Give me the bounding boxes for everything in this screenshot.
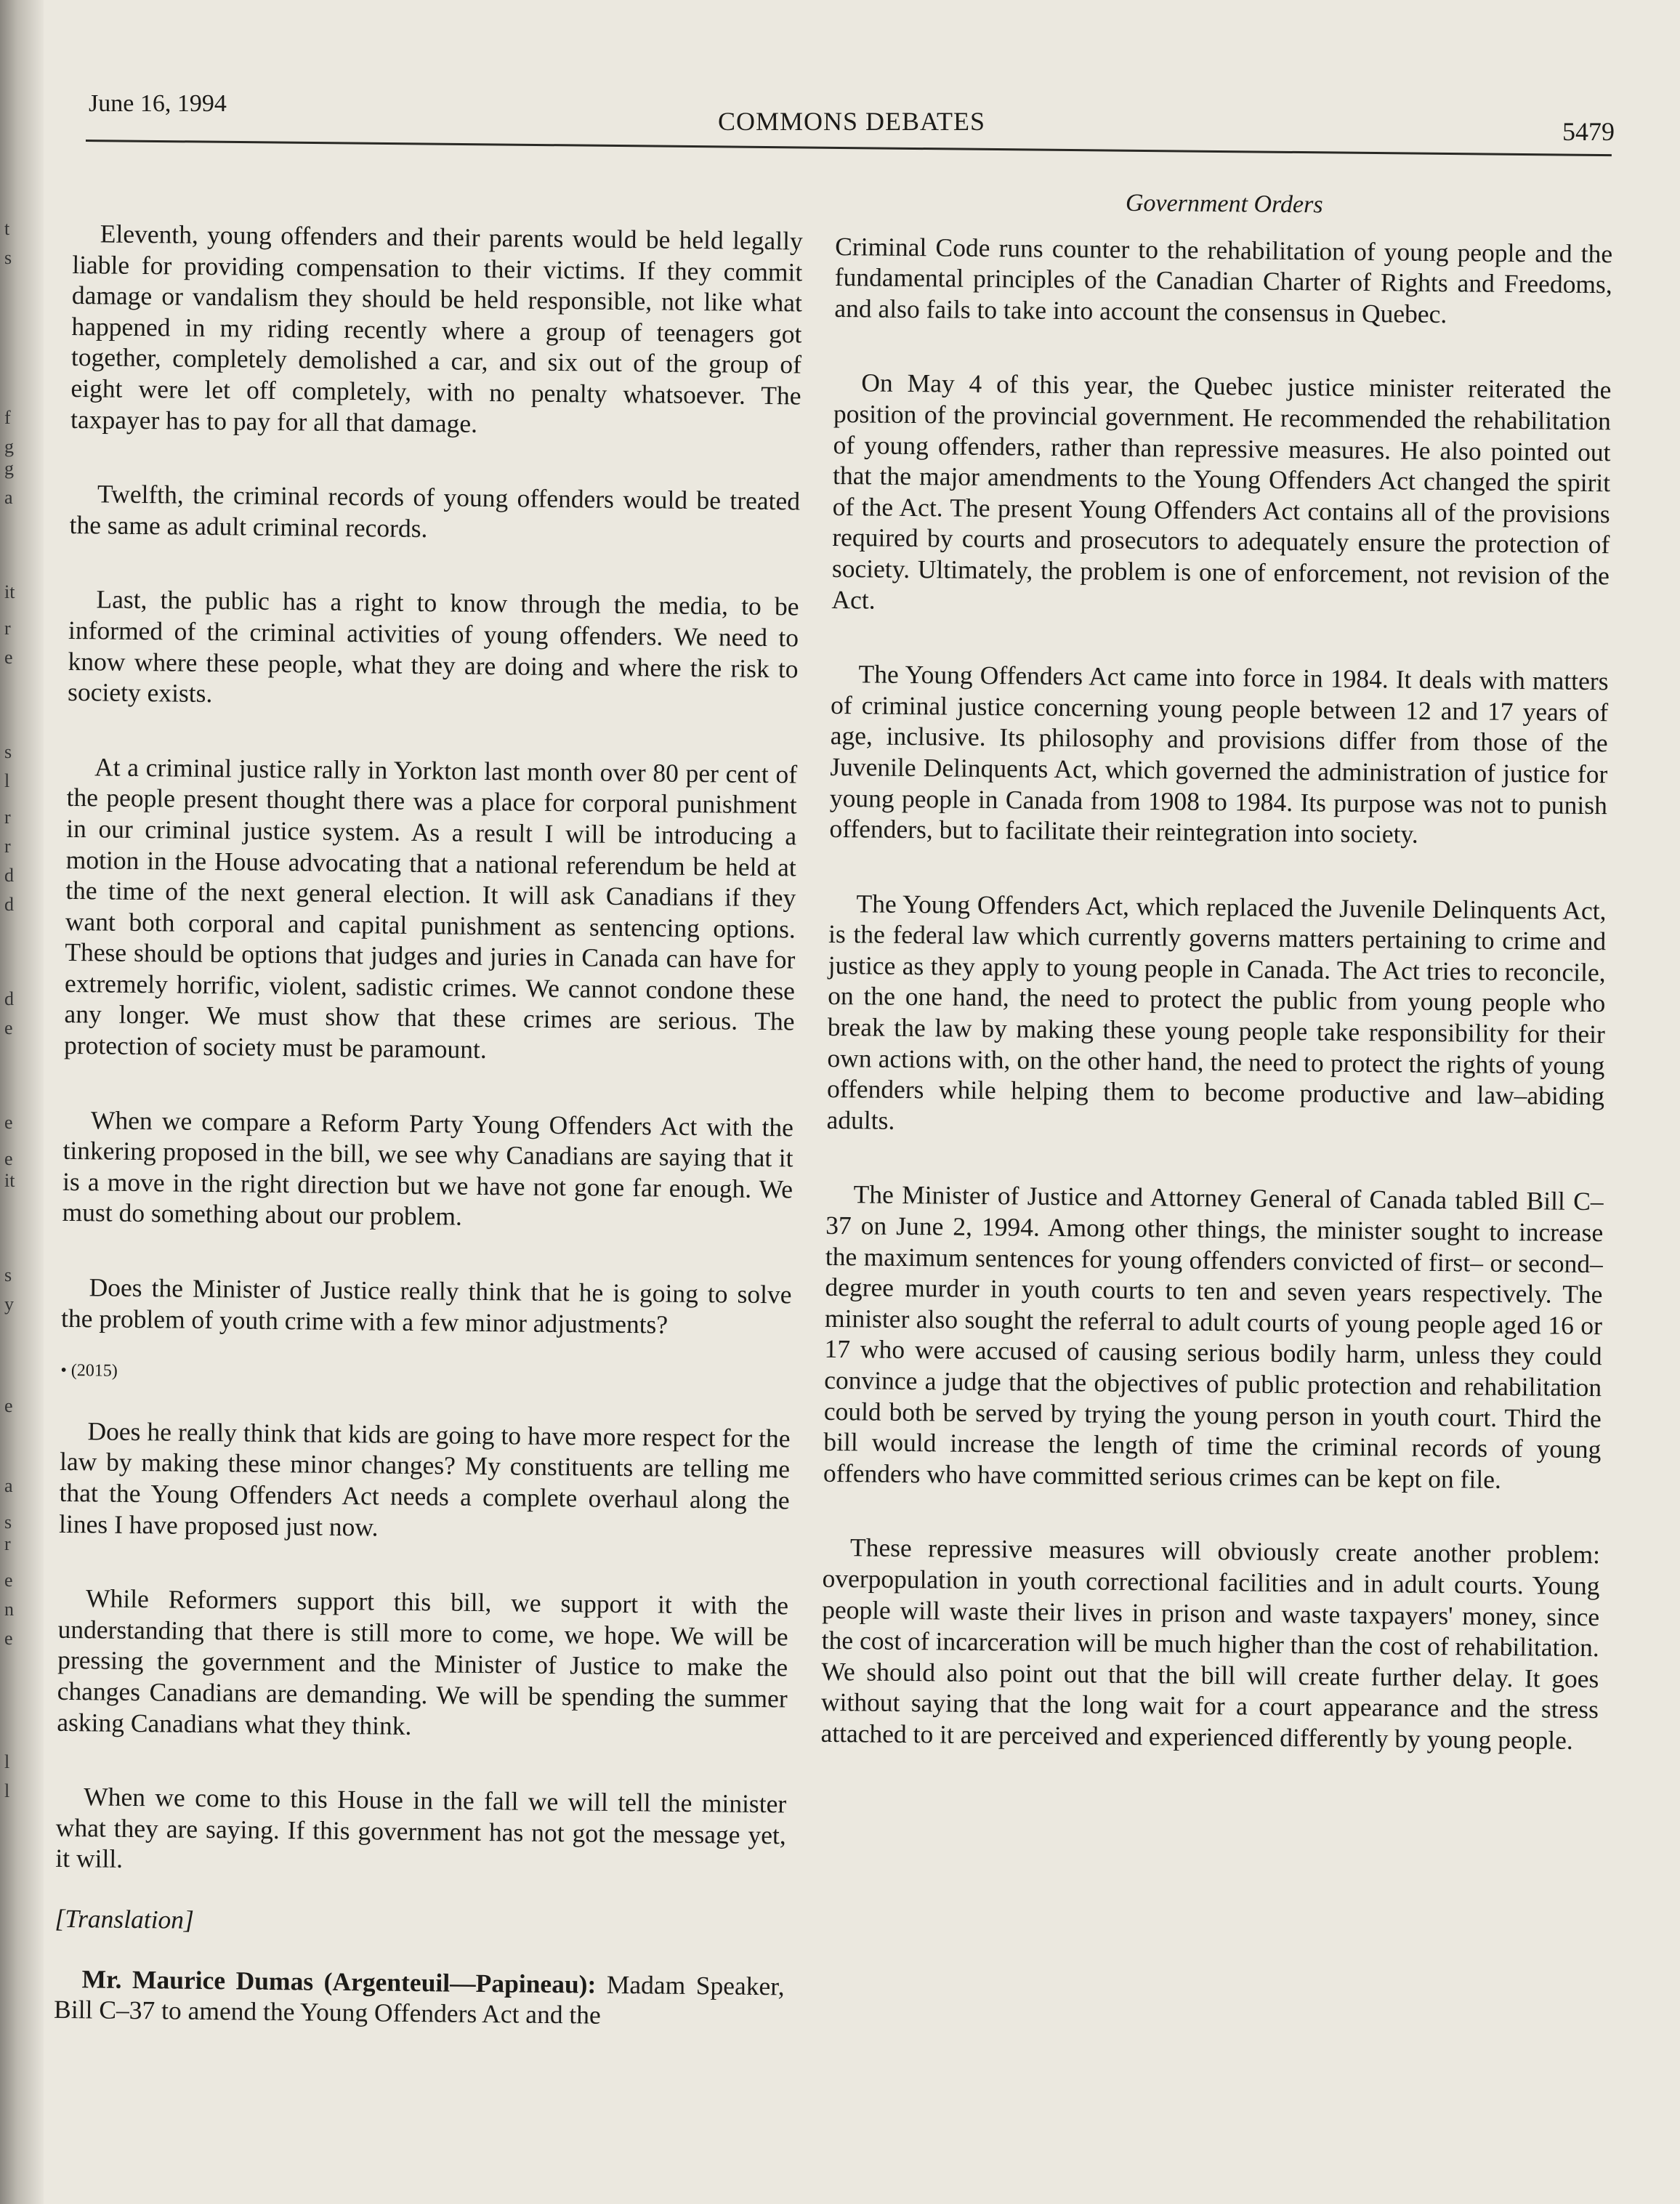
paragraph: These repressive measures will obviously create another problem: overpopulation in youth correctional facilities and in adult courts. Young people will waste their lives in prison and waste taxpayers' money, since the cost of incarceration will be much higher than the cost of rehabilitation. We should also point out that the bill will create further delay. It goes without saying that the long wait for a court appearance and the stress attached to it are perceived and experienced differently by young people. xyxy=(820,1533,1601,1755)
margin-fragment: g xyxy=(4,436,14,457)
margin-fragment: l xyxy=(4,1751,10,1772)
margin-fragment: a xyxy=(4,1475,13,1496)
paragraph: The Young Offenders Act came into force in 1984. It deals with matters of criminal justice concerning young people between 12 and 17 years of age, inclusive. Its philosophy and provisions differ from those of the Juvenile Delinquents Act, which governed the administration of justice for young people in Canada from 1908 to 1984. Its purpose was not to punish offenders, but to facilitate their reintegration into society. xyxy=(829,659,1609,849)
header-title: COMMONS DEBATES xyxy=(717,107,986,136)
margin-fragment: r xyxy=(4,836,11,857)
margin-fragment: s xyxy=(4,1511,12,1533)
speaker-text: Madam Speaker, Bill C–37 to amend the Young Offenders Act and the xyxy=(53,1969,785,2030)
speaker-name: Mr. Maurice Dumas (Argenteuil—Papineau): xyxy=(81,1963,597,1999)
right-column xyxy=(820,185,1613,1800)
margin-fragment: e xyxy=(4,1148,13,1169)
margin-fragment: e xyxy=(4,1570,13,1591)
margin-fragment: r xyxy=(4,618,11,639)
margin-fragment: it xyxy=(4,581,15,602)
margin-fragment: d xyxy=(4,894,14,915)
paragraph: Does the Minister of Justice really think that he is going to solve the problem of youth crime with a few minor adjustments? xyxy=(60,1272,792,1339)
margin-fragment: d xyxy=(4,988,14,1009)
margin-fragment: e xyxy=(4,647,13,668)
margin-fragment: s xyxy=(4,741,12,762)
paragraph: When we come to this House in the fall we will tell the minister what they are saying. If this government has not got the message yet, it will. xyxy=(55,1782,787,1874)
paragraph: At a criminal justice rally in Yorkton last month over 80 per cent of the people present thought there was a place for corporal punishment in our criminal justice system. As a result I will be introducing a motion in the House advocating that a national referendum be held at the time of the next general election. It will ask Canadians if they want both corporal and capital punishment as sentencing options. These should be options that judges and juries in Canada can have for extremely horrific, violent, sadistic crimes. We cannot condone these any longer. We must show that these crimes are serious. The protection of society must be paramount. xyxy=(63,752,798,1065)
margin-fragment: r xyxy=(4,1533,11,1554)
margin-fragment: a xyxy=(4,487,13,508)
paragraph: Twelfth, the criminal records of young offenders would be treated the same as adult criminal records. xyxy=(69,479,801,543)
margin-fragment: it xyxy=(4,1170,15,1191)
margin-fragment: s xyxy=(4,247,12,268)
margin-fragment: y xyxy=(4,1293,14,1315)
margin-fragment: f xyxy=(4,407,11,428)
paragraph: The Young Offenders Act, which replaced the Juvenile Delinquents Act, is the federal law which currently governs matters pertaining to crime and justice as they apply to young people in Canada. The Act tries to reconcile, on the one hand, the need to protect the public from young people who break the law by making these young people take responsibility for their own actions with, on the other hand, the need to protect the rights of young offenders while helping them to become productive and law–abiding adults. xyxy=(826,889,1607,1135)
translation-label: [Translation] xyxy=(54,1903,195,1934)
paragraph: On May 4 of this year, the Quebec justice minister reiterated the position of the provincial government. He recommended the rehabilitation of young offenders, rather than repressive measures. He also pointed out that the major amendments to the Young Offenders Act changed the spirit of the Act. The present Young Offenders Act contains all of the provisions required by courts and prosecutors to adequately ensure the protection of society. Ultimately, the problem is one of enforcement, not revision of the Act. xyxy=(831,368,1612,615)
margin-fragment: e xyxy=(4,1017,13,1038)
margin-fragment: g xyxy=(4,458,14,479)
margin-fragment: r xyxy=(4,807,11,828)
margin-fragment: l xyxy=(4,770,10,791)
paragraph: Last, the public has a right to know through the media, to be informed of the criminal activities of young offenders. We need to know where these people, what they are doing and where the risk to society exists. xyxy=(67,584,799,709)
margin-fragment: n xyxy=(4,1599,14,1620)
paragraph: Criminal Code runs counter to the rehabilitation of young people and the fundamental principles of the Canadian Charter of Rights and Freedoms, and also fails to take into account the consensus in Quebec. xyxy=(834,231,1613,328)
margin-fragment: d xyxy=(4,865,14,886)
section-label: Government Orders xyxy=(1125,189,1323,219)
margin-fragment: e xyxy=(4,1628,13,1649)
paragraph: Does he really think that kids are going to have more respect for the law by making these minor changes? My constituents are telling me that the Young Offenders Act needs a complete overhaul along the lines I have proposed just now. xyxy=(58,1416,791,1542)
margin-fragment: e xyxy=(4,1112,13,1133)
previous-page-edge xyxy=(0,0,44,2204)
paragraph: The Minister of Justice and Attorney General of Canada tabled Bill C–37 on June 2, 1994. Among other things, the minister sought to increase the maximum sentences for young offenders convicted of first– or second–degree murder in youth courts to ten and seven years respectively. The minister also sought the referral to adult courts of young people aged 16 or 17 who were accused of causing serious bodily harm, unless they could convince a judge that the objectives of public protection and rehabilitation could both be served by trying the young person in youth court. Third the bill would increase the length of time the criminal records of young offenders who have committed serious crimes can be kept on file. xyxy=(823,1179,1604,1494)
speaker-paragraph xyxy=(54,1963,785,2033)
margin-fragment: t xyxy=(4,218,10,239)
margin-fragment: l xyxy=(4,1780,10,1801)
page-number: 5479 xyxy=(1562,117,1615,146)
paragraph: While Reformers support this bill, we support it with the understanding that there is still more to come, we hope. We will be pressing the government and the Minister of Justice to make the changes Canadians are demanding. We will be spending the summer asking Canadians what they think. xyxy=(57,1583,789,1740)
paragraph: When we compare a Reform Party Young Offenders Act with the tinkering proposed in the bill, we see why Canadians are saying that it is a move in the right direction but we have not gone far enough. We must do something about our problem. xyxy=(62,1105,794,1232)
header-date: June 16, 1994 xyxy=(89,90,227,117)
left-column xyxy=(53,218,803,2076)
margin-fragment: s xyxy=(4,1264,12,1285)
paragraph: Eleventh, young offenders and their parents would be held legally liable for providing compensation to their victims. If they commit damage or vandalism they should be held responsible, not like what happened in my riding recently where a group of teenagers got together, completely demolished a car, and six out of the group of eight were let off completely, with no penalty whatsoever. The taxpayer has to pay for all that damage. xyxy=(70,219,803,438)
time-marker: • (2015) xyxy=(60,1361,118,1381)
margin-fragment: e xyxy=(4,1395,13,1416)
page-header xyxy=(89,86,1615,144)
